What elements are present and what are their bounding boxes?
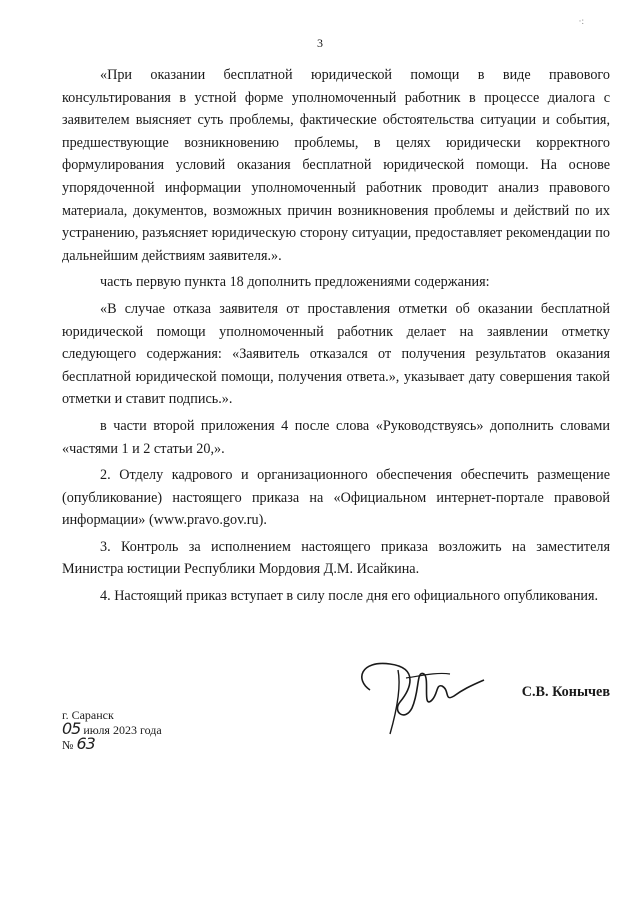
document-meta	[62, 708, 162, 752]
corner-mark: ·:	[578, 16, 584, 26]
document-body	[62, 64, 610, 612]
date-day: 05	[62, 719, 81, 738]
signer-name: С.В. Конычев	[521, 684, 610, 700]
paragraph: «В случае отказа заявителя от проставления отметки об оказании бесплатной юридической помощи уполномоченный работник делает на заявлении отметку следующего содержания: «Заявитель отказался от получения результатов оказания бесплатной юридической помощи, получения ответа.», указывает дату совершения такой отметки и ставит подпись.».	[62, 300, 610, 408]
paragraph: «При оказании бесплатной юридической помощи в виде правового консультирования в устной форме уполномоченный работник в процессе диалога с заявителем выясняет суть проблемы, фактические обстоятельства ситуации и события, предшествующие возникновению проблемы, в целях юридически корректного формулирования условий оказания бесплатной юридической помощи. На основе упорядоченной информации уполномоченный работник проводит анализ правового материала, документов, возможных причин возникновения проблемы и действий по их устранению, разъясняет юридическую сторону ситуации, предоставляет рекомендации по дальнейшим действиям заявителя.».	[62, 67, 610, 264]
paragraph: часть первую пункта 18 дополнить предложениями содержания:	[100, 274, 490, 291]
date-rest: июля 2023 года	[80, 723, 162, 737]
order-number	[62, 734, 162, 753]
paragraph: 3. Контроль за исполнением настоящего приказа возложить на заместителя Министра юстиции Республики Мордовия Д.М. Исайкина.	[62, 538, 610, 578]
paragraph: в части второй приложения 4 после слова «Руководствуясь» дополнить словами «частями 1 и 2 статьи 20,».	[62, 417, 610, 457]
order-number-value: 63	[76, 734, 95, 753]
handwritten-signature	[350, 650, 490, 736]
paragraph: 2. Отделу кадрового и организационного обеспечения обеспечить размещение (опубликование) настоящего приказа на «Официальном интернет-портале правовой информации» (www.pravo.gov.ru).	[62, 467, 610, 529]
paragraph: 4. Настоящий приказ вступает в силу после дня его официального опубликования.	[100, 588, 599, 605]
place: г. Саранск	[62, 708, 114, 722]
order-number-prefix: №	[62, 738, 77, 752]
page-number: 3	[317, 36, 323, 50]
